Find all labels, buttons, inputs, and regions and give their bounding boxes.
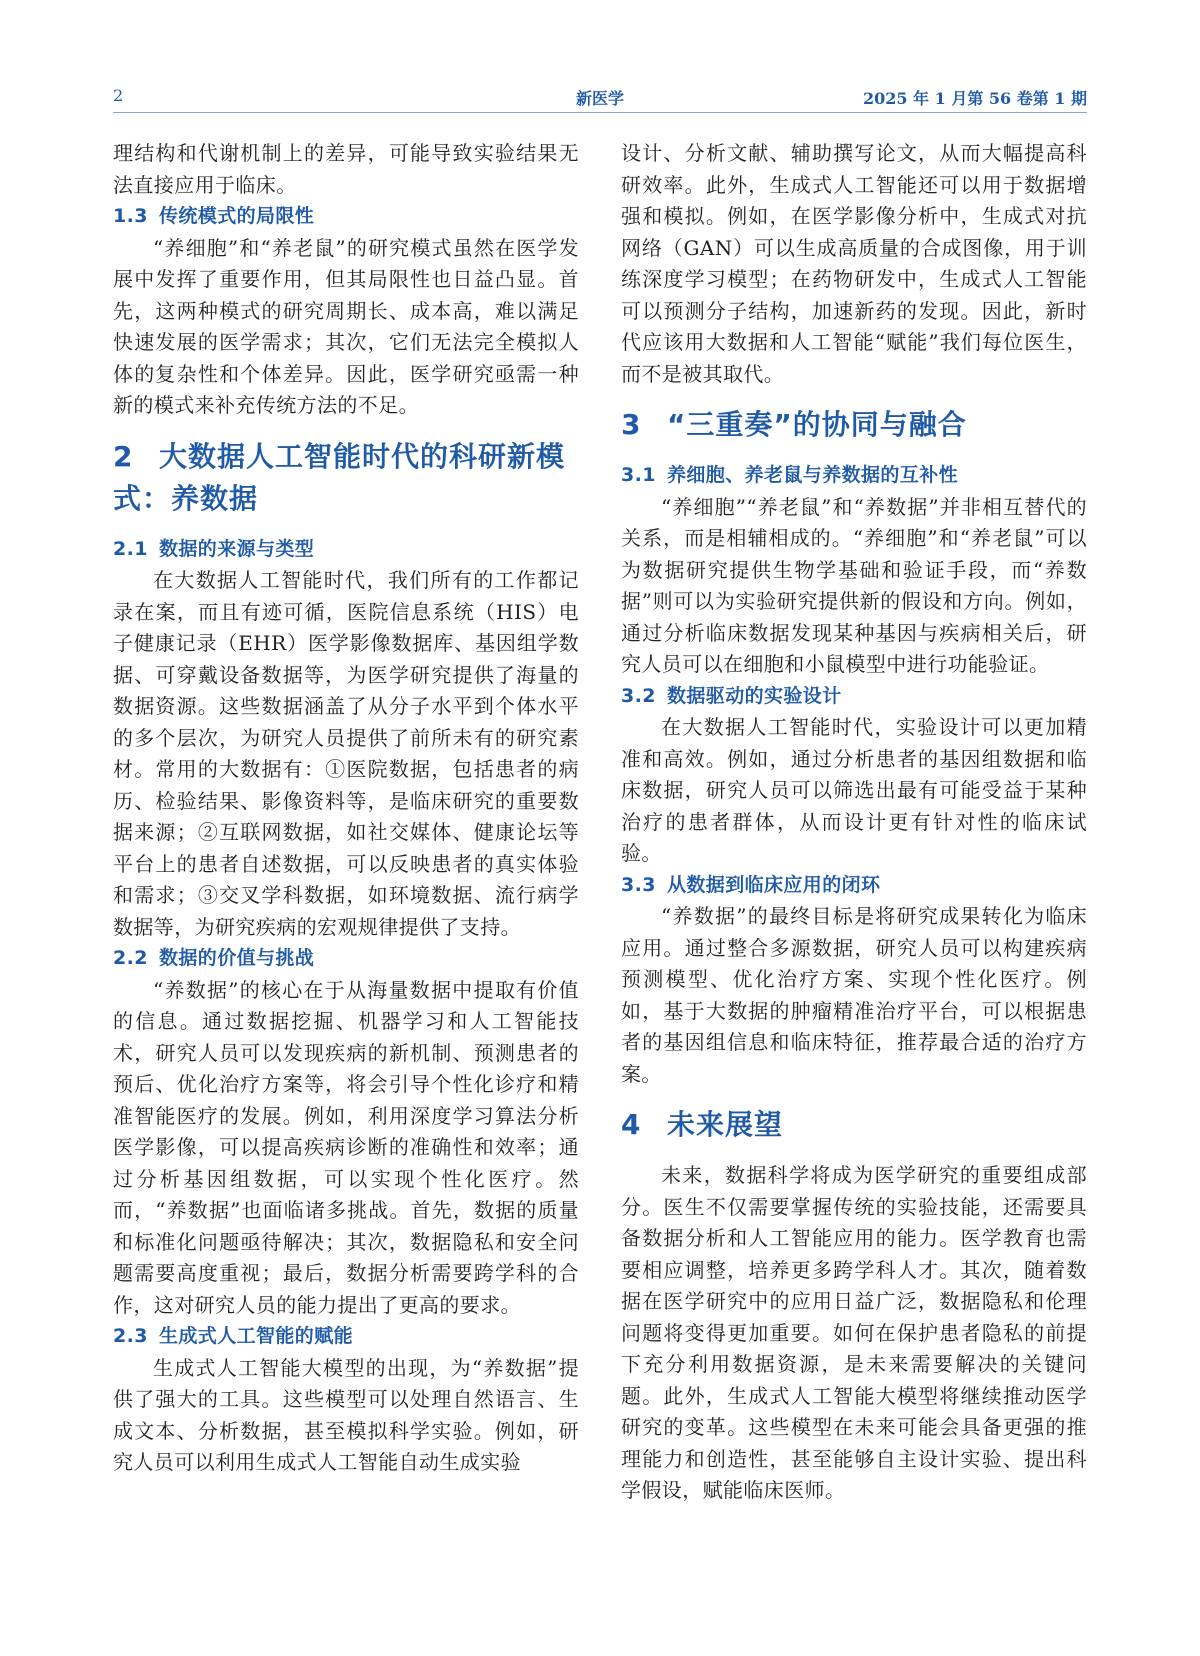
section-title: 数据的价值与挑战 [159,947,315,969]
page-header [113,84,1087,113]
section-number: 1.3 [113,205,148,227]
issue-info: 2025 年 1 月第 56 卷第 1 期 [862,89,1087,108]
section-number: 2.2 [113,947,148,969]
section-number: 3.2 [621,684,656,707]
paragraph: “养数据”的最终目标是将研究成果转化为临床应用。通过整合多源数据，研究人员可以构建疾病预测模型、优化治疗方案、实现个性化医疗。例如，基于大数据的肿瘤精准治疗平台，可以根据患者的基因组信息和临床特征，推荐最合适的治疗方案。 [621,904,1087,1086]
section-title: 数据驱动的实验设计 [667,684,842,707]
paragraph-continued: 理结构和代谢机制上的差异，可能导致实验结果无法直接应用于临床。 [113,141,579,197]
paragraph: 未来，数据科学将成为医学研究的重要组成部分。医生不仅需要掌握传统的实验技能，还需要具备数据分析和人工智能应用的能力。医学教育也需要相应调整，培养更多跨学科人才。其次，随着数据在医学研究中的应用日益广泛，数据隐私和伦理问题将变得更加重要。如何在保护患者隐私的前提下充分利用数据资源，是未来需要解决的关键问题。此外，生成式人工智能大模型将继续推动医学研究的变革。这些模型在未来可能会具备更强的推理能力和创造性，甚至能够自主设计实验、提出科学假设，赋能临床医师。 [621,1163,1087,1502]
section-heading-2-3 [113,1321,579,1353]
paragraph: 生成式人工智能大模型的出现，为“养数据”提供了强大的工具。这些模型可以处理自然语言、生成文本、分析数据，甚至模拟科学实验。例如，研究人员可以利用生成式人工智能自动生成实验 [113,1355,579,1474]
journal-title: 新医学 [575,89,624,108]
section-number: 3.1 [621,464,656,486]
section-heading-4 [621,1104,1087,1146]
paragraph: 在大数据人工智能时代，我们所有的工作都记录在案，而且有迹可循，医院信息系统（HIS）电子健康记录（EHR）医学影像数据库、基因组学数据、可穿戴设备数据等，为医学研究提供了海量的数据资源。这些数据涵盖了从分子水平到个体水平的多个层次，为研究人员提供了前所未有的研究素材。常用的大数据有：①医院数据，包括患者的病历、检验结果、影像资料等，是临床研究的重要数据来源；②互联网数据，如社交媒体、健康论坛等平台上的患者自述数据，可以反映患者的真实体验和需求；③交叉学科数据，如环境数据、流行病学数据等，为研究疾病的宏观规律提供了支持。 [113,568,579,939]
paragraph: 在大数据人工智能时代，实验设计可以更加精准和高效。例如，通过分析患者的基因组数据和临床数据，研究人员可以筛选出最有可能受益于某种治疗的患者群体，从而设计更有针对性的临床试验。 [621,715,1087,865]
section-title: 数据的来源与类型 [159,537,315,560]
section-number: 2.1 [113,537,148,560]
section-title: 养细胞、养老鼠与养数据的互补性 [667,464,959,486]
section-heading-3-1 [621,460,1087,492]
section-title: 未来展望 [667,1108,784,1141]
section-heading-2 [113,436,579,520]
section-number: 3.3 [621,873,656,896]
section-heading-3 [621,404,1087,446]
section-heading-2-1 [113,534,579,566]
section-heading-3-3 [621,870,1087,902]
section-title: 从数据到临床应用的闭环 [667,873,881,896]
section-number: 3 [621,408,642,441]
section-number: 2.3 [113,1325,148,1347]
right-column [621,138,1087,1507]
section-heading-1-3 [113,201,579,233]
section-number: 4 [621,1108,642,1141]
section-heading-3-2 [621,681,1087,713]
section-title: 生成式人工智能的赋能 [159,1325,354,1347]
paragraph: “养细胞”和“养老鼠”的研究模式虽然在医学发展中发挥了重要作用，但其局限性也日益凸显。首先，这两种模式的研究周期长、成本高，难以满足快速发展的医学需求；其次，它们无法完全模拟人体的复杂性和个体差异。因此，医学研究亟需一种新的模式来补充传统方法的不足。 [113,235,579,417]
page-number: 2 [113,86,124,105]
paragraph-continued: 设计、分析文献、辅助撰写论文，从而大幅提高科研效率。此外，生成式人工智能还可以用于数据增强和模拟。例如，在医学影像分析中，生成式对抗网络（GAN）可以生成高质量的合成图像，用于训练深度学习模型；在药物研发中，生成式人工智能可以预测分子结构，加速新药的发现。因此，新时代应该用大数据和人工智能“赋能”我们每位医生，而不是被其取代。 [621,141,1087,386]
section-title: “三重奏”的协同与融合 [667,408,967,441]
paragraph: “养数据”的核心在于从海量数据中提取有价值的信息。通过数据挖掘、机器学习和人工智能技术，研究人员可以发现疾病的新机制、预测患者的预后、优化治疗方案等，将会引导个性化诊疗和精准智能医疗的发展。例如，利用深度学习算法分析医学影像，可以提高疾病诊断的准确性和效率；通过分析基因组数据，可以实现个性化医疗。然而，“养数据”也面临诸多挑战。首先，数据的质量和标准化问题亟待解决；其次，数据隐私和安全问题需要高度重视；最后，数据分析需要跨学科的合作，这对研究人员的能力提出了更高的要求。 [113,977,579,1317]
section-heading-2-2 [113,943,579,975]
section-title: 传统模式的局限性 [159,205,315,227]
left-column [113,138,579,1479]
section-number: 2 [113,439,134,473]
paragraph: “养细胞”“养老鼠”和“养数据”并非相互替代的关系，而是相辅相成的。“养细胞”和“养老鼠”可以为数据研究提供生物学基础和验证手段，而“养数据”则可以为实验研究提供新的假设和方向。例如，通过分析临床数据发现某种基因与疾病相关后，研究人员可以在细胞和小鼠模型中进行功能验证。 [621,494,1087,676]
section-title: 大数据人工智能时代的科研新模式：养数据 [113,439,566,515]
